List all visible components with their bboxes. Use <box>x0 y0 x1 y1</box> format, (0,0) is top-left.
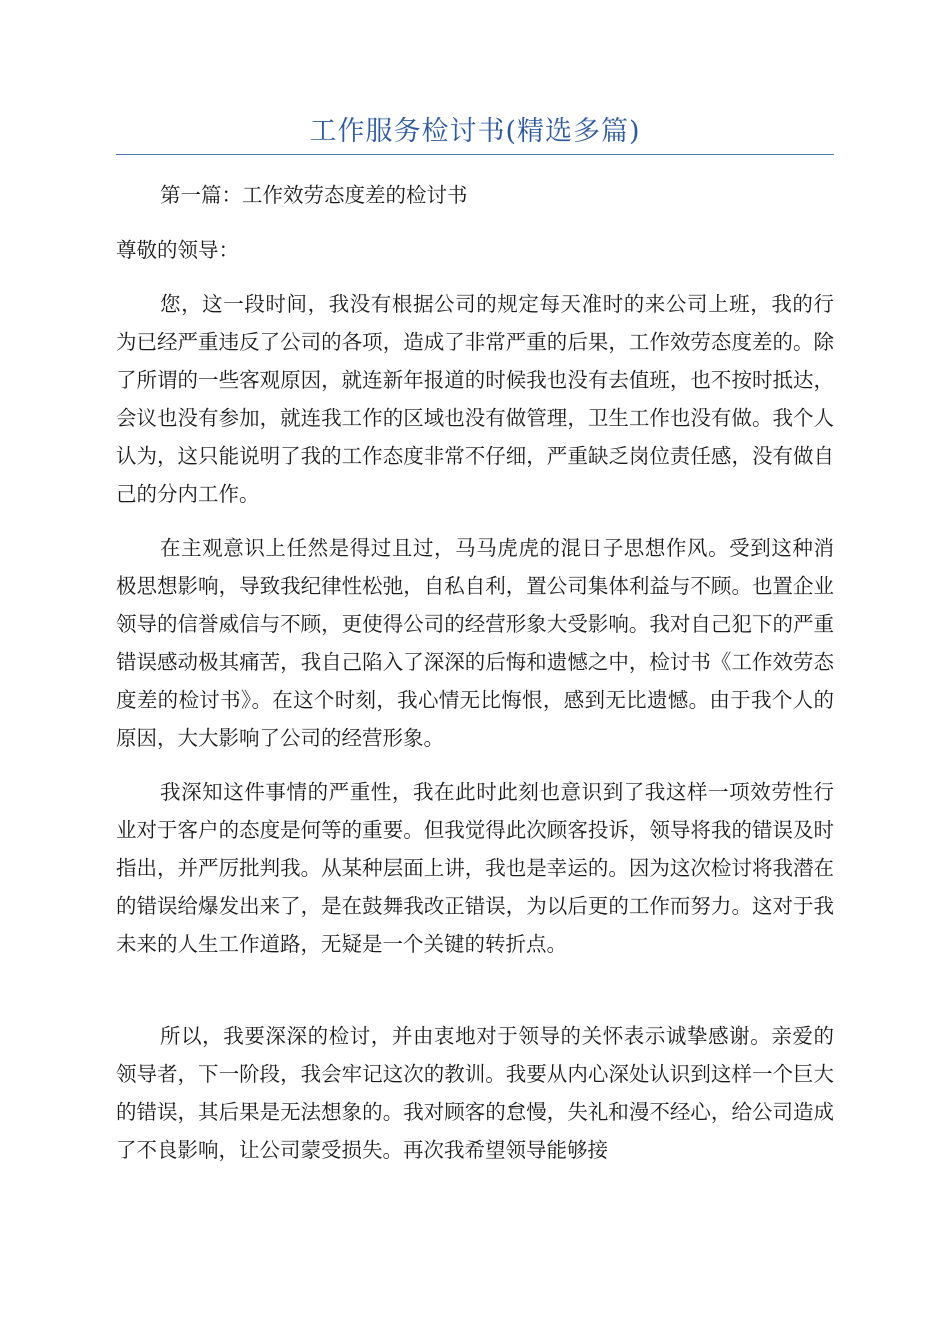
paragraph: 您，这一段时间，我没有根据公司的规定每天准时的来公司上班，我的行为已经严重违反了公司的各项，造成了非常严重的后果，工作效劳态度差的。除了所谓的一些客观原因，就连新年报道的时候我也没有去值班，也不按时抵达，会议也没有参加，就连我工作的区域也没有做管理，卫生工作也没有做。我个人认为，这只能说明了我的工作态度非常不仔细，严重缺乏岗位责任感，没有做自己的分内工作。 <box>116 292 834 506</box>
salutation: 尊敬的领导： <box>116 238 239 262</box>
paragraph: 我深知这件事情的严重性，我在此时此刻也意识到了我这样一项效劳性行业对于客户的态度是何等的重要。但我觉得此次顾客投诉，领导将我的错误及时指出，并严厉批判我。从某种层面上讲，我也是幸运的。因为这次检讨将我潜在的错误给爆发出来了，是在鼓舞我改正错误，为以后更的工作而努力。这对于我未来的人生工作道路，无疑是一个关键的转折点。 <box>116 780 834 956</box>
paragraph: 所以，我要深深的检讨，并由衷地对于领导的关怀表示诚挚感谢。亲爱的领导者，下一阶段，我会牢记这次的教训。我要从内心深处认识到这样一个巨大的错误，其后果是无法想象的。我对顾客的怠慢，失礼和漫不经心，给公司造成了不良影响，让公司蒙受损失。再次我希望领导能够接 <box>116 1024 834 1162</box>
section-heading: 第一篇：工作效劳态度差的检讨书 <box>160 183 468 207</box>
paragraph: 在主观意识上任然是得过且过，马马虎虎的混日子思想作风。受到这种消极思想影响，导致我纪律性松弛，自私自利，置公司集体利益与不顾。也置企业领导的信誉威信与不顾，更使得公司的经营形象大受影响。我对自己犯下的严重错误感动极其痛苦，我自己陷入了深深的后悔和遗憾之中，检讨书《工作效劳态度差的检讨书》。在这个时刻，我心情无比悔恨，感到无比遗憾。由于我个人的原因，大大影响了公司的经营形象。 <box>116 536 834 750</box>
title-underline <box>116 154 834 155</box>
document-title: 工作服务检讨书(精选多篇) <box>309 116 641 147</box>
